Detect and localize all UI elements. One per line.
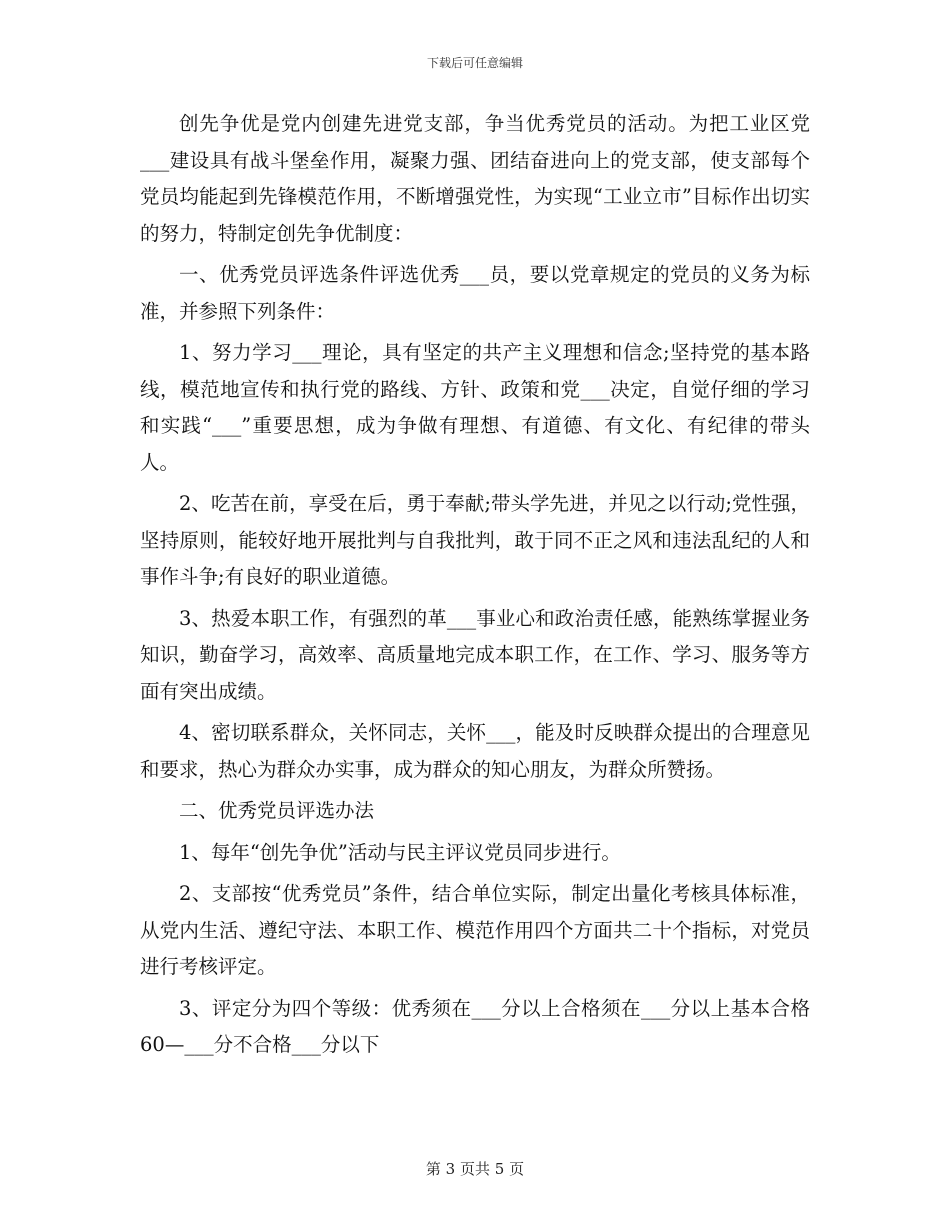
page-header: 下载后可任意编辑 — [426, 56, 523, 70]
paragraph-condition-3: 3、热爱本职工作，有强烈的革___事业心和政治责任感，能熟练掌握业务知识，勤奋学习，高效率、高质量地完成本职工作，在工作、学习、服务等方面有突出成绩。 — [140, 606, 810, 703]
paragraph-section-1-heading: 一、优秀党员评选条件评选优秀___员，要以党章规定的党员的义务为标准，并参照下列条件： — [140, 263, 810, 323]
page-footer: 第 3 页共 5 页 — [425, 1160, 525, 1178]
paragraph-method-3: 3、评定分为四个等级：优秀须在___分以上合格须在___分以上基本合格60—___分不合格___分以下 — [140, 996, 810, 1056]
paragraph-intro: 创先争优是党内创建先进党支部，争当优秀党员的活动。为把工业区党___建设具有战斗堡垒作用，凝聚力强、团结奋进向上的党支部，使支部每个党员均能起到先锋模范作用，不断增强党性，为实现“工业立市”目标作出切实的努力，特制定创先争优制度： — [140, 112, 810, 245]
paragraph-condition-4: 4、密切联系群众，关怀同志，关怀___，能及时反映群众提出的合理意见和要求，热心为群众办实事，成为群众的知心朋友，为群众所赞扬。 — [140, 721, 810, 781]
paragraph-method-1: 1、每年“创先争优”活动与民主评议党员同步进行。 — [179, 840, 621, 864]
paragraph-condition-2: 2、吃苦在前，享受在后，勇于奉献;带头学先进，并见之以行动;党性强，坚持原则，能较好地开展批判与自我批判，敢于同不正之风和违法乱纪的人和事作斗争;有良好的职业道德。 — [140, 492, 810, 588]
paragraph-method-2: 2、支部按“优秀党员”条件，结合单位实际，制定出量化考核具体标准，从党内生活、遵纪守法、本职工作、模范作用四个方面共二十个指标，对党员进行考核评定。 — [140, 882, 810, 978]
paragraph-section-2-heading: 二、优秀党员评选办法 — [179, 799, 375, 822]
paragraph-condition-1: 1、努力学习___理论，具有坚定的共产主义理想和信念;坚持党的基本路线，模范地宣传和执行党的路线、方针、政策和党___决定，自觉仔细的学习和实践“___”重要思想，成为争做有理想、有道德、有文化、有纪律的带头人。 — [140, 341, 810, 474]
document-body — [140, 106, 810, 1064]
